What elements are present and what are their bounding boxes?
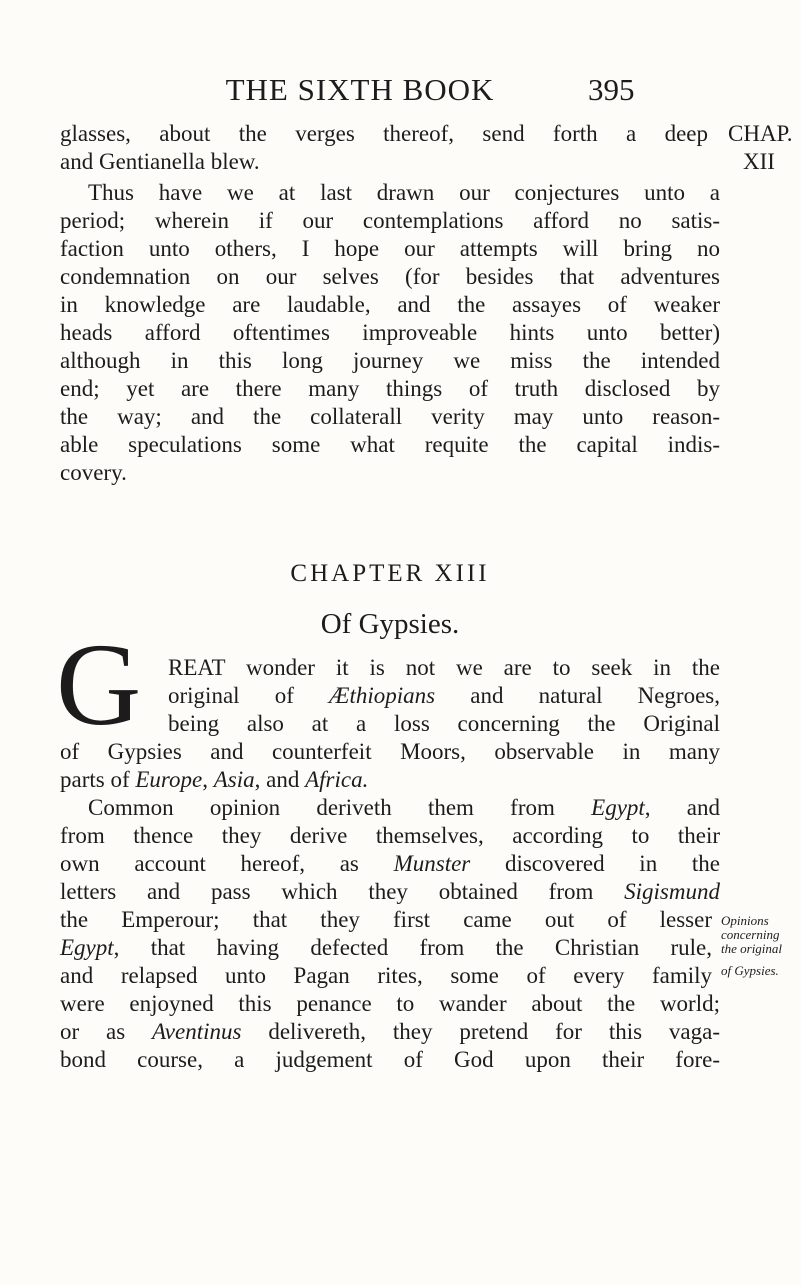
running-head: THE SIXTH BOOK xyxy=(225,72,495,107)
intro-line: faction unto others, I hope our attempts will bring no xyxy=(60,236,720,261)
intro-line: able speculations some what requite the capital indis- xyxy=(60,432,720,457)
body-line: Egypt, that having defected from the Christian rule, xyxy=(60,935,712,960)
body-line: were enjoyned this penance to wander about the world; xyxy=(60,991,720,1016)
body-line: from thence they derive themselves, according to their xyxy=(60,823,720,848)
body-line: original of Æthiopians and natural Negroes, xyxy=(168,683,721,708)
intro-line: heads afford oftentimes improveable hints unto better) xyxy=(60,320,720,345)
drop-cap: G xyxy=(56,619,142,750)
chapter-heading: CHAPTER XIII xyxy=(290,560,490,587)
intro-line: glasses, about the verges thereof, send forth a deep xyxy=(60,121,708,146)
intro-line: period; wherein if our contemplations afford no satis- xyxy=(60,208,720,233)
side-note-line: the original xyxy=(721,941,783,956)
body-line: parts of Europe, Asia, and Africa. xyxy=(60,767,369,792)
intro-line: although in this long journey we miss the intended xyxy=(60,348,720,373)
body-line: bond course, a judgement of God upon their fore- xyxy=(60,1047,720,1072)
body-line: being also at a loss concerning the Original xyxy=(168,711,720,736)
intro-line: the way; and the collaterall verity may unto reason- xyxy=(60,404,720,429)
page-number: 395 xyxy=(588,72,635,107)
body-line: REAT wonder it is not we are to seek in the xyxy=(168,655,720,680)
side-note-line: of Gypsies. xyxy=(721,963,779,978)
body-line: the Emperour; that they first came out of lesser xyxy=(60,907,712,932)
intro-line: and Gentianella blew. xyxy=(60,149,260,174)
chapter-gloss-number: XII xyxy=(743,149,775,174)
side-note-line: Opinions xyxy=(721,913,769,928)
body-line: and relapsed unto Pagan rites, some of every family xyxy=(60,963,712,988)
intro-line: in knowledge are laudable, and the assayes of weaker xyxy=(60,292,720,317)
body-line: own account hereof, as Munster discovered in the xyxy=(60,851,720,876)
body-line: or as Aventinus delivereth, they pretend for this vaga- xyxy=(60,1019,720,1044)
side-note-line: concerning xyxy=(721,927,780,942)
intro-line: Thus have we at last drawn our conjectures unto a xyxy=(88,180,720,205)
body-line: letters and pass which they obtained from Sigismund xyxy=(60,879,720,904)
chapter-gloss-label: CHAP. xyxy=(728,121,793,146)
chapter-title: Of Gypsies. xyxy=(320,608,460,640)
intro-line: end; yet are there many things of truth disclosed by xyxy=(60,376,720,401)
intro-line: condemnation on our selves (for besides that adventures xyxy=(60,264,720,289)
body-line: of Gypsies and counterfeit Moors, observable in many xyxy=(60,739,720,764)
body-line: Common opinion deriveth them from Egypt, and xyxy=(88,795,720,820)
intro-line: covery. xyxy=(60,460,127,485)
